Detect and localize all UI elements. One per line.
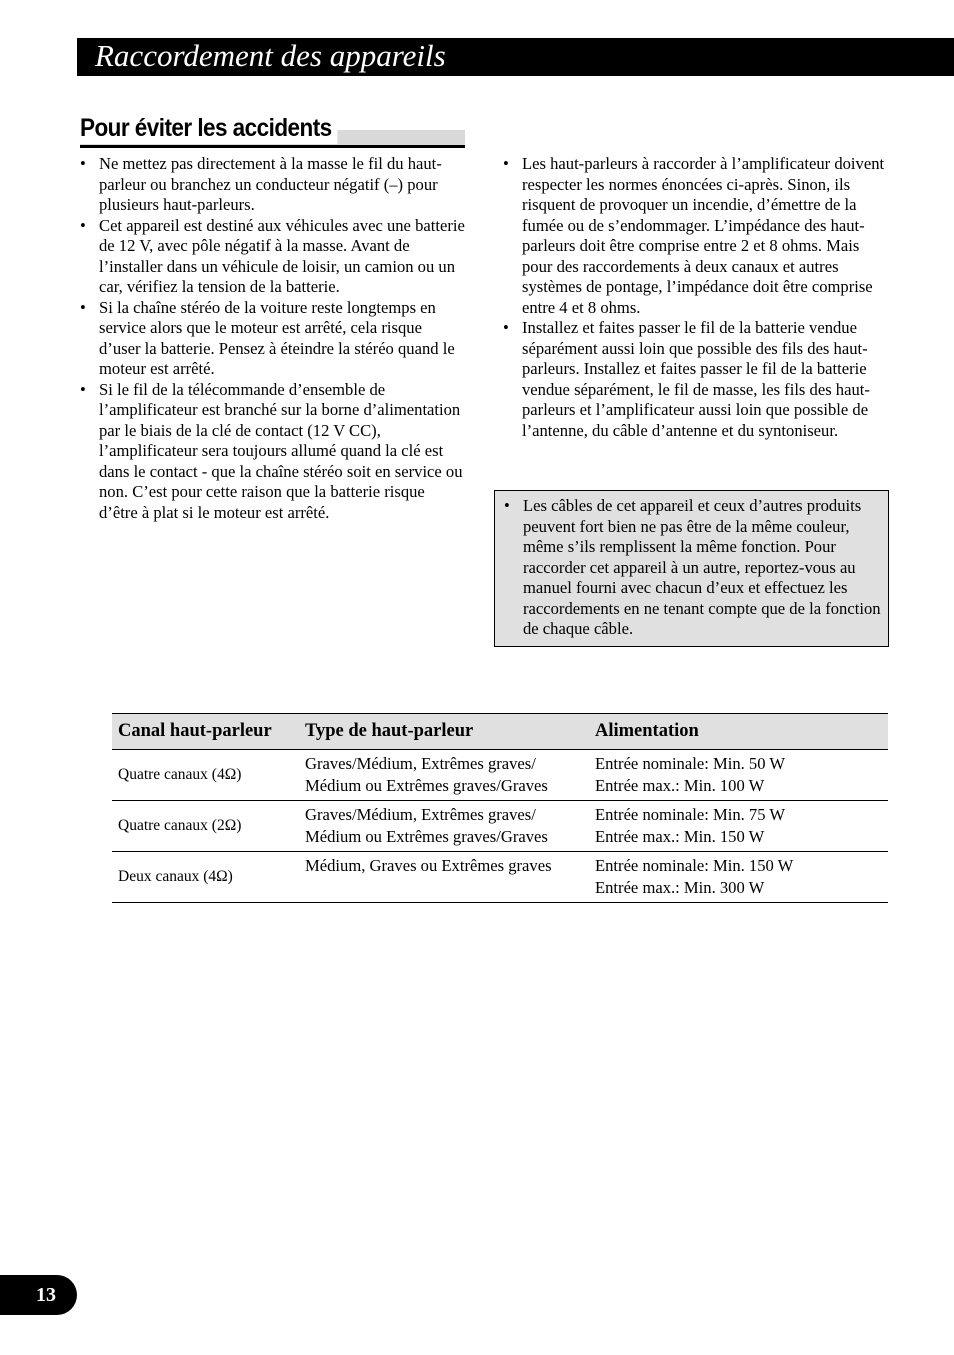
column-header-channel: Canal haut-parleur [112, 714, 299, 750]
chapter-header-bar [77, 38, 954, 76]
type-cell: Graves/Médium, Extrêmes graves/ Médium ou Extrêmes graves/Graves [299, 801, 589, 852]
list-item: • Les haut-parleurs à raccorder à l’amplificateur doivent respecter les normes énoncées ci-après. Sinon, ils risquent de provoquer un incendie, d’émettre de la fumée ou de s’endommager. L’impédance des haut-parleurs doit être comprise entre 2 et 8 ohms. Mais pour des raccordements à deux canaux et autres systèmes de pontage, l’impédance doit être comprise entre 4 et 8 ohms. [503, 154, 885, 317]
bullet-icon: • [503, 154, 509, 173]
bullet-icon: • [504, 496, 510, 515]
column-header-type: Type de haut-parleur [299, 714, 589, 750]
speaker-spec-table [112, 713, 888, 903]
bullet-icon: • [80, 154, 86, 173]
left-column [80, 154, 465, 523]
list-item: • Installez et faites passer le fil de la batterie vendue séparément aussi loin que possible des fils des haut-parleurs. Installez et faites passer le fil de la batterie vendue séparément, le fil de masse, les fils des haut-parleurs et l’amplificateur aussi loin que possible de l’antenne, du câble d’antenne et du syntoniseur. [503, 318, 870, 440]
channel-cell: Deux canaux (4Ω) [112, 852, 299, 903]
bullet-icon: • [80, 215, 86, 235]
left-bullet-list [80, 154, 465, 523]
list-item: • Si la chaîne stéréo de la voiture reste longtemps en service alors que le moteur est arrêté, cela risque d’user la batterie. Pensez à éteindre la stéréo quand le moteur est arrêté. [80, 297, 455, 378]
column-header-power: Alimentation [589, 714, 888, 750]
power-cell: Entrée nominale: Min. 50 W Entrée max.: Min. 100 W [589, 750, 888, 801]
table-row [112, 801, 888, 852]
heading-rule [80, 145, 465, 148]
list-item: • Ne mettez pas directement à la masse le fil du haut-parleur ou branchez un conducteur négatif (–) pour plusieurs haut-parleurs. [80, 154, 442, 214]
bullet-icon: • [80, 297, 86, 317]
power-cell: Entrée nominale: Min. 75 W Entrée max.: Min. 150 W [589, 801, 888, 852]
table-header-row [112, 714, 888, 750]
chapter-title: Raccordement des appareils [95, 38, 446, 73]
list-item: • Les câbles de cet appareil et ceux d’autres produits peuvent fort bien ne pas être de la même couleur, même s’ils remplissent la même fonction. Pour raccorder cet appareil à un autre, reportez-vous au manuel fourni avec chacun d’eux et effectuez les raccordements en ne tenant compte que de la fonction de chaque câble. [504, 496, 881, 638]
channel-cell: Quatre canaux (4Ω) [112, 750, 299, 801]
type-cell: Médium, Graves ou Extrêmes graves [299, 852, 589, 903]
channel-cell: Quatre canaux (2Ω) [112, 801, 299, 852]
list-item: • Cet appareil est destiné aux véhicules avec une batterie de 12 V, avec pôle négatif à la masse. Avant de l’installer dans un véhicule de loisir, un camion ou un car, vérifiez la tension de la batterie. [80, 215, 465, 296]
power-cell: Entrée nominale: Min. 150 W Entrée max.: Min. 300 W [589, 852, 888, 903]
note-list [504, 496, 886, 640]
note-box [494, 490, 889, 647]
right-bullet-list [503, 154, 889, 441]
list-item: • Si le fil de la télécommande d’ensemble de l’amplificateur est branché sur la borne d’alimentation par le biais de la clé de contact (12 V CC), l’amplificateur sera toujours allumé quand la clé est dans le contact - que la chaîne stéréo soit en service ou non. C’est pour cette raison que la batterie risque d’être à plat si le moteur est arrêté. [80, 379, 463, 522]
page-number-badge [0, 1275, 77, 1315]
table-row [112, 852, 888, 903]
table-row [112, 750, 888, 801]
bullet-icon: • [503, 318, 509, 337]
page-number: 13 [36, 1284, 56, 1306]
section-title: Pour éviter les accidents [80, 112, 337, 144]
type-cell: Graves/Médium, Extrêmes graves/ Médium ou Extrêmes graves/Graves [299, 750, 589, 801]
section-heading [80, 112, 465, 148]
right-column [503, 154, 889, 441]
bullet-icon: • [80, 379, 86, 399]
